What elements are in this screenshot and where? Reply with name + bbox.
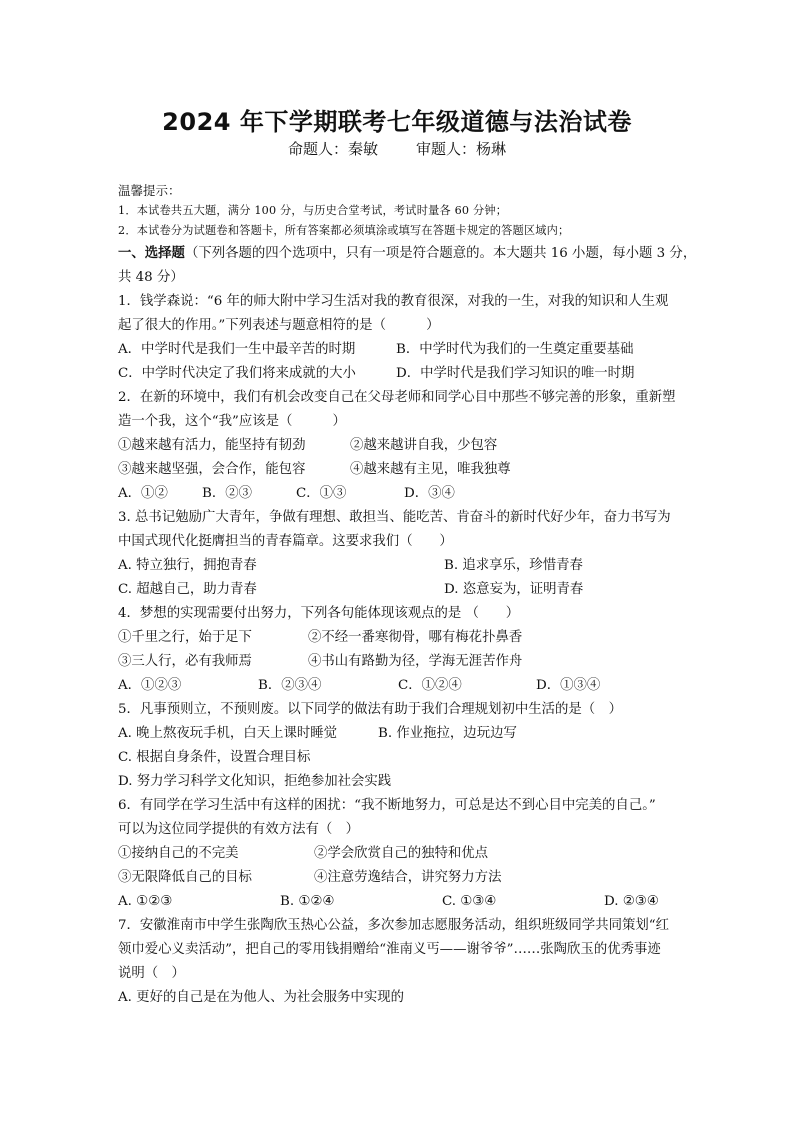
statements-row bbox=[118, 650, 698, 674]
option-c: C．中学时代决定了我们将来成就的大小 bbox=[118, 366, 356, 381]
statements-row bbox=[118, 842, 698, 866]
options-row bbox=[118, 578, 698, 602]
question-5 bbox=[118, 698, 698, 794]
option-a: A．①②③ bbox=[118, 678, 182, 693]
options-row bbox=[118, 674, 698, 698]
tips-block bbox=[118, 180, 698, 241]
statement-1: ①接纳自己的不完美 bbox=[118, 846, 239, 861]
question-stem: 说明（ ） bbox=[118, 966, 185, 981]
statement-1: ①千里之行，始于足下 bbox=[118, 630, 252, 645]
options-row bbox=[118, 890, 698, 914]
question-reviewer: 审题人：杨琳 bbox=[416, 140, 507, 158]
statement-1: ①越来越有活力，能坚持有韧劲 bbox=[118, 438, 306, 453]
statements-row bbox=[118, 458, 698, 482]
statement-2: ②不经一番寒彻骨，哪有梅花扑鼻香 bbox=[308, 630, 523, 645]
question-3 bbox=[118, 506, 698, 602]
question-stem: 造一个我，这个“我”应该是（ ） bbox=[118, 414, 346, 429]
statement-4: ④书山有路勤为径，学海无涯苦作舟 bbox=[308, 654, 523, 669]
statement-2: ②学会欣赏自己的独特和优点 bbox=[314, 846, 489, 861]
question-stem: 7．安徽淮南市中学生张陶欣玉热心公益，多次参加志愿服务活动，组织班级同学共同策划“红 bbox=[118, 918, 669, 933]
option-b: B．中学时代为我们的一生奠定重要基础 bbox=[396, 342, 634, 357]
question-stem: 中国式现代化挺膺担当的青春篇章。这要求我们（ ） bbox=[118, 534, 453, 549]
option-b: B. 追求享乐，珍惜青春 bbox=[444, 558, 583, 573]
statements-row bbox=[118, 866, 698, 890]
statements-row bbox=[118, 434, 698, 458]
option-a: A. 晚上熬夜玩手机，白天上课时睡觉 bbox=[118, 726, 338, 741]
question-7 bbox=[118, 914, 698, 1010]
option-c: C．①③ bbox=[296, 486, 347, 501]
option-b: B. 作业拖拉，边玩边写 bbox=[378, 726, 517, 741]
question-stem: 可以为这位同学提供的有效方法有（ ） bbox=[118, 822, 360, 837]
options-row bbox=[118, 338, 698, 362]
option-a: A. ①②③ bbox=[118, 894, 173, 909]
option-d: D．③④ bbox=[404, 486, 455, 501]
question-stem: 5．凡事预则立，不预则废。以下同学的做法有助于我们合理规划初中生活的是（ ） bbox=[118, 702, 622, 717]
option-d: D. ②③④ bbox=[604, 894, 659, 909]
statement-4: ④越来越有主见，唯我独尊 bbox=[350, 462, 511, 477]
tip-item: 1．本试卷共五大题，满分 100 分，与历史合堂考试，考试时量各 60 分钟； bbox=[118, 204, 508, 217]
question-stem: 1．钱学森说：“6 年的师大附中学习生活对我的教育很深，对我的一生，对我的知识和人生观 bbox=[118, 294, 669, 309]
options-row bbox=[118, 554, 698, 578]
question-stem: 领巾爱心义卖活动”，把自己的零用钱捐赠给“淮南义丐——谢爷爷”……张陶欣玉的优秀事迹 bbox=[118, 942, 661, 957]
option-b: B. ①②④ bbox=[280, 894, 335, 909]
option-d: D. 恣意妄为，证明青春 bbox=[444, 582, 584, 597]
tips-heading: 温馨提示： bbox=[118, 183, 181, 198]
tip-item: 2．本试卷分为试题卷和答题卡，所有答案都必须填涂或填写在答题卡规定的答题区域内； bbox=[118, 224, 570, 237]
option-d: D. 努力学习科学文化知识，拒绝参加社会实践 bbox=[118, 774, 392, 789]
options-row bbox=[118, 722, 698, 746]
statement-3: ③越来越坚强，会合作，能包容 bbox=[118, 462, 306, 477]
option-d: D．①③④ bbox=[536, 678, 601, 693]
author-line bbox=[0, 138, 794, 159]
option-c: C. 根据自身条件，设置合理目标 bbox=[118, 750, 311, 765]
options-row bbox=[118, 482, 698, 506]
question-author: 命题人：秦敏 bbox=[287, 140, 378, 158]
statement-2: ②越来越讲自我，少包容 bbox=[350, 438, 498, 453]
statement-4: ④注意劳逸结合，讲究努力方法 bbox=[314, 870, 502, 885]
question-4 bbox=[118, 602, 698, 698]
statement-3: ③三人行，必有我师焉 bbox=[118, 654, 252, 669]
option-d: D．中学时代是我们学习知识的唯一时期 bbox=[396, 366, 635, 381]
option-c: C. 超越自己，助力青春 bbox=[118, 582, 257, 597]
option-c: C．①②④ bbox=[398, 678, 462, 693]
option-b: B．②③④ bbox=[258, 678, 322, 693]
option-a: A．①② bbox=[118, 486, 168, 501]
question-stem: 3. 总书记勉励广大青年，争做有理想、敢担当、能吃苦、肯奋斗的新时代好少年，奋力书写为 bbox=[118, 510, 671, 525]
option-c: C. ①③④ bbox=[442, 894, 497, 909]
question-stem: 起了很大的作用。”下列表述与题意相符的是（ ） bbox=[118, 318, 440, 333]
question-6 bbox=[118, 794, 698, 914]
section-description: （下列各题的四个选项中，只有一项是符合题意的。本大题共 16 小题，每小题 3 分，共 48 分） bbox=[118, 246, 697, 285]
question-stem: 4．梦想的实现需要付出努力，下列各句能体现该观点的是 （ ） bbox=[118, 606, 520, 621]
statement-3: ③无限降低自己的目标 bbox=[118, 870, 252, 885]
question-2 bbox=[118, 386, 698, 506]
option-b: B．②③ bbox=[202, 486, 253, 501]
section-header bbox=[118, 242, 698, 290]
question-stem: 6．有同学在学习生活中有这样的困扰：“我不断地努力，可总是达不到心目中完美的自己。” bbox=[118, 798, 656, 813]
exam-body bbox=[118, 180, 698, 1010]
section-label: 一、选择题 bbox=[118, 246, 185, 261]
exam-title: 2024 年下学期联考七年级道德与法治试卷 bbox=[162, 108, 632, 136]
statements-row bbox=[118, 626, 698, 650]
option-a: A. 更好的自己是在为他人、为社会服务中实现的 bbox=[118, 990, 404, 1005]
option-a: A．中学时代是我们一生中最辛苦的时期 bbox=[118, 342, 356, 357]
options-row bbox=[118, 362, 698, 386]
option-a: A. 特立独行，拥抱青春 bbox=[118, 558, 257, 573]
question-1 bbox=[118, 290, 698, 386]
question-stem: 2．在新的环境中，我们有机会改变自己在父母老师和同学心目中那些不够完善的形象，重新塑 bbox=[118, 390, 676, 405]
